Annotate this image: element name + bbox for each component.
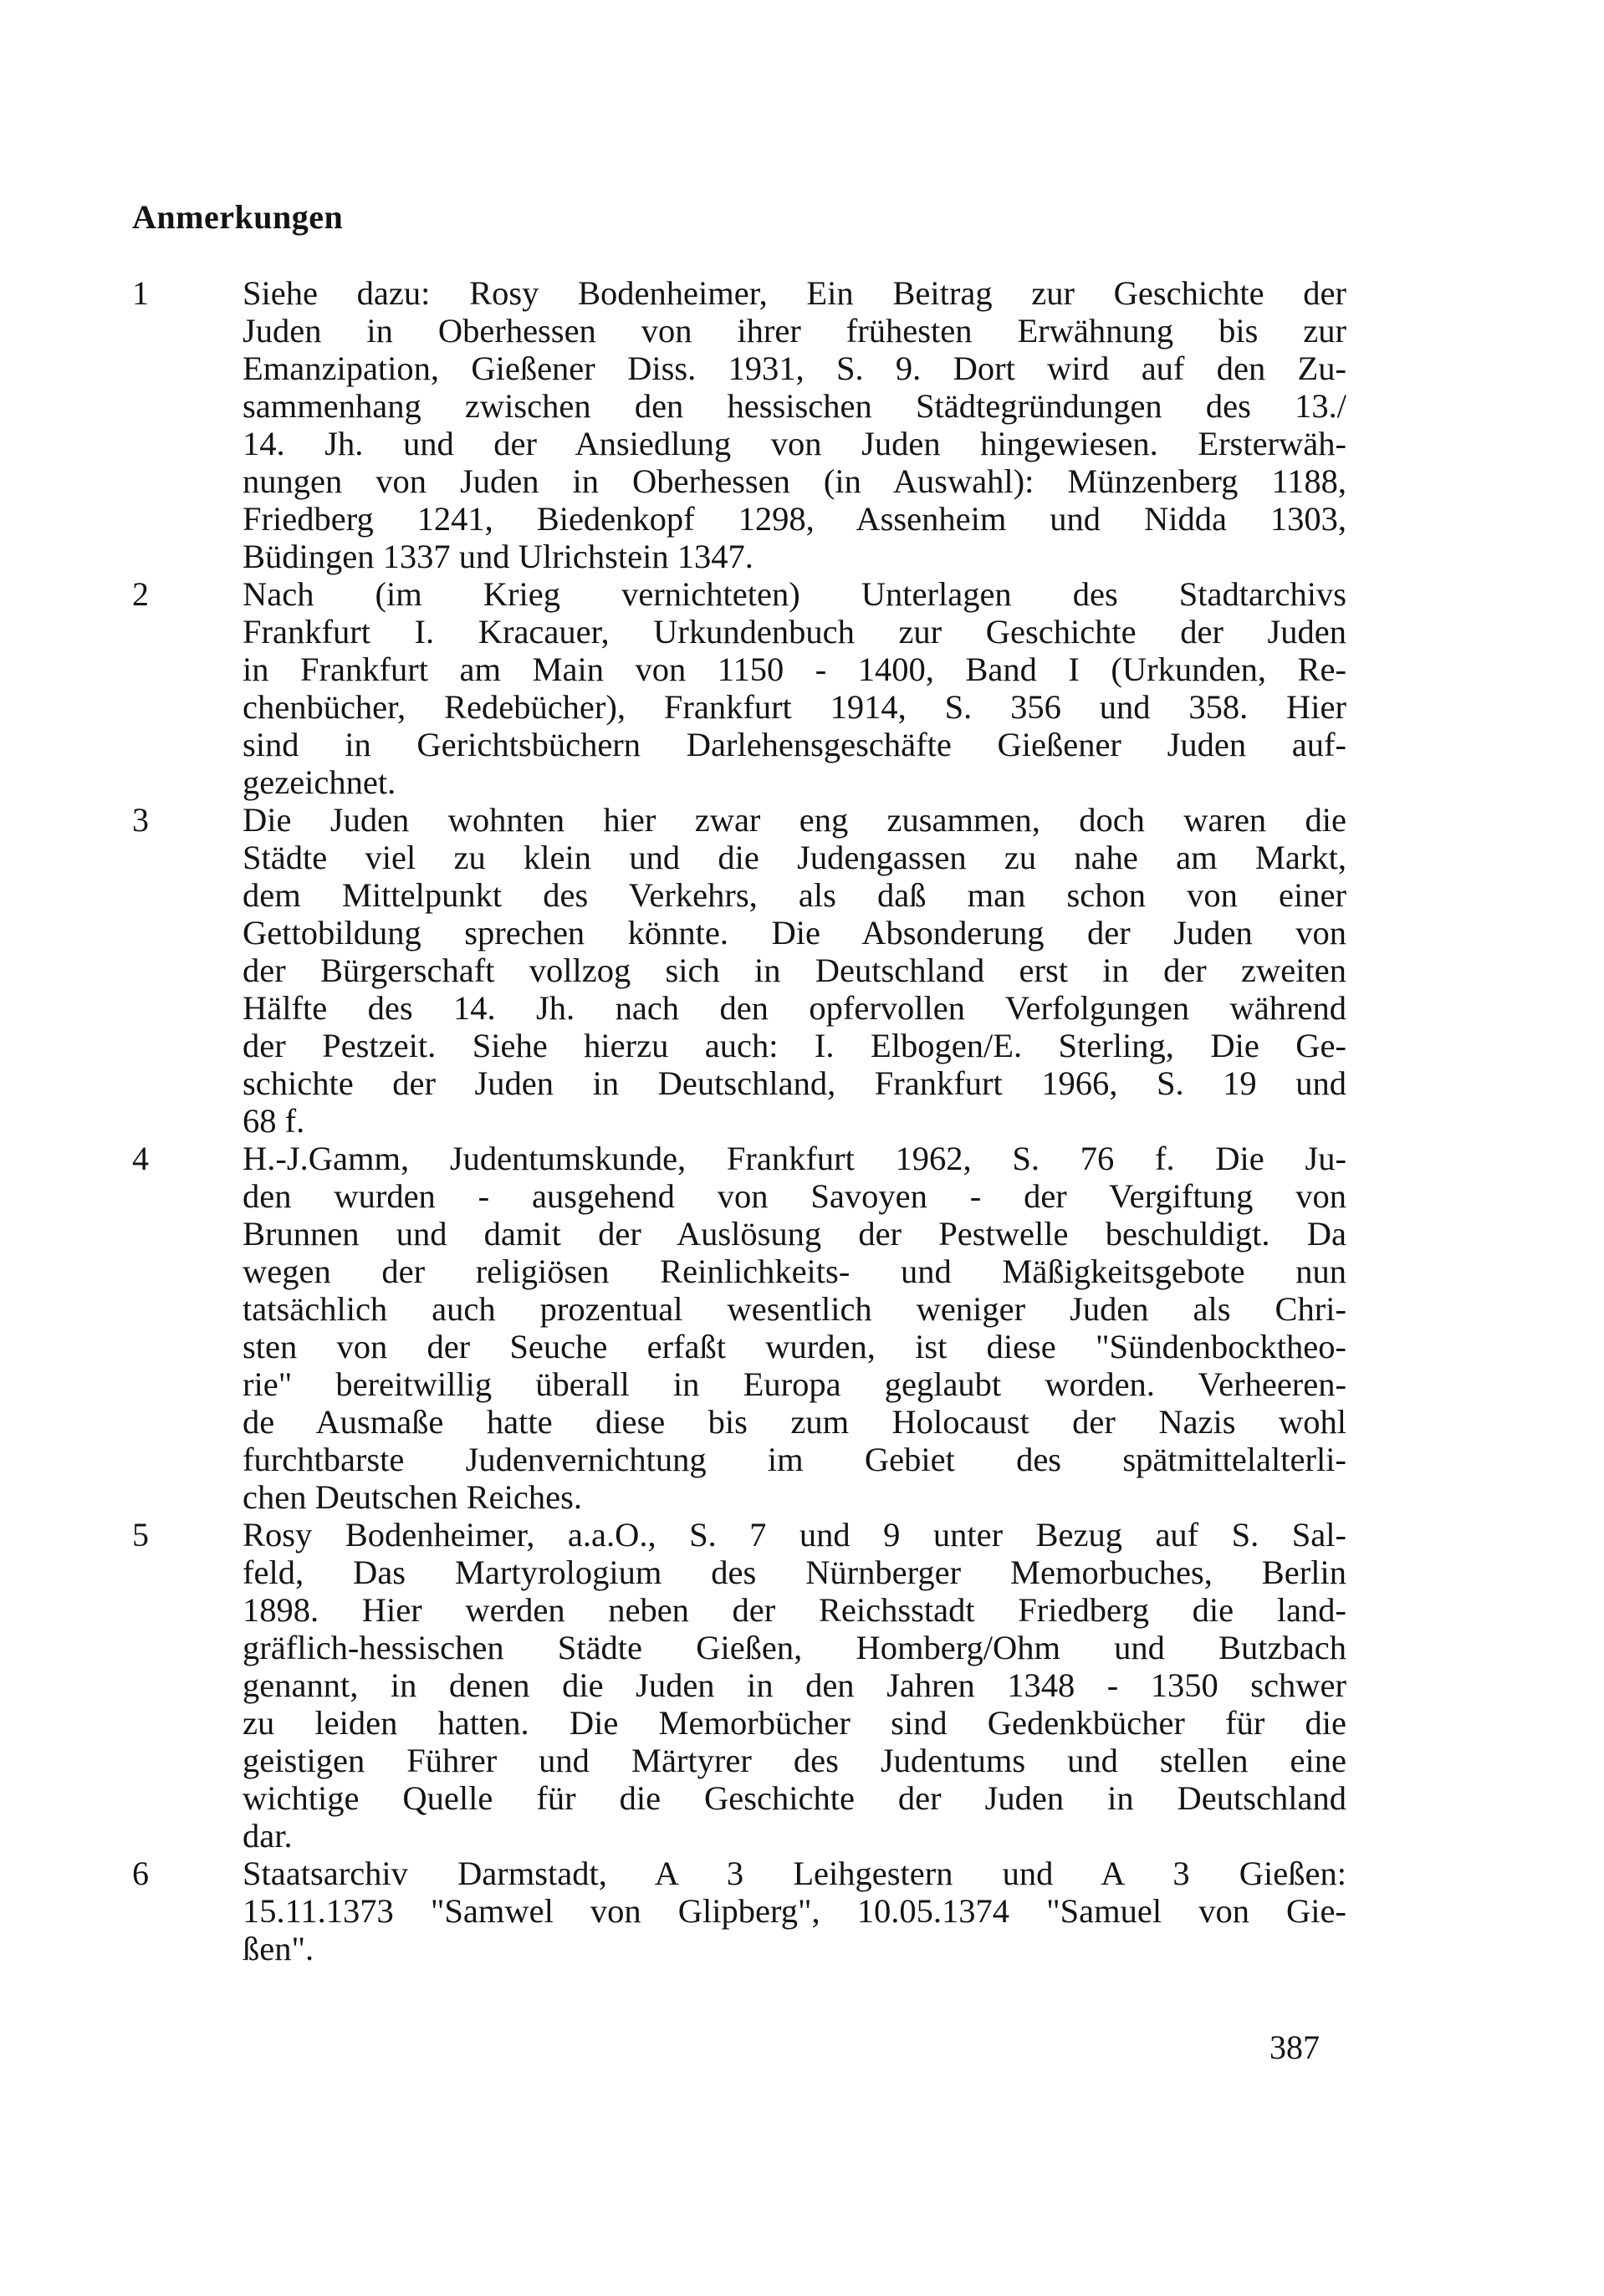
page-number: 387	[1269, 2028, 1320, 2066]
text-line: ßen".	[243, 1930, 314, 1967]
text-line: der Bürgerschaft vollzog sich in Deutschland erst in der zweiten	[243, 952, 1346, 989]
text-line: Büdingen 1337 und Ulrichstein 1347.	[243, 538, 753, 575]
text-line: de Ausmaße hatte diese bis zum Holocaust der Nazis wohl	[243, 1403, 1346, 1441]
text-line: in Frankfurt am Main von 1150 - 1400, Band I (Urkunden, Re-	[243, 651, 1346, 688]
text-line: genannt, in denen die Juden in den Jahren 1348 - 1350 schwer	[243, 1666, 1346, 1704]
text-line: nungen von Juden in Oberhessen (in Auswahl): Münzenberg 1188,	[243, 462, 1346, 500]
endnote	[132, 575, 1346, 801]
text-line: schichte der Juden in Deutschland, Frankfurt 1966, S. 19 und	[243, 1064, 1346, 1102]
text-line: feld, Das Martyrologium des Nürnberger Memorbuches, Berlin	[243, 1554, 1346, 1591]
text-line: Siehe dazu: Rosy Bodenheimer, Ein Beitrag zur Geschichte der	[243, 274, 1346, 312]
text-line: dar.	[243, 1817, 293, 1855]
text-line: wegen der religiösen Reinlichkeits- und Mäßigkeitsgebote nun	[243, 1253, 1346, 1290]
text-line: 15.11.1373 "Samwel von Glipberg", 10.05.1374 "Samuel von Gie-	[243, 1892, 1346, 1930]
text-line: wichtige Quelle für die Geschichte der Juden in Deutschland	[243, 1779, 1346, 1817]
text-line: Städte viel zu klein und die Judengassen zu nahe am Markt,	[243, 839, 1346, 876]
endnote-text	[243, 801, 1346, 1140]
endnote-number: 2	[132, 575, 149, 613]
text-line: sind in Gerichtsbüchern Darlehensgeschäfte Gießener Juden auf-	[243, 726, 1346, 763]
text-line: Hälfte des 14. Jh. nach den opfervollen Verfolgungen während	[243, 989, 1346, 1027]
text-line: Friedberg 1241, Biedenkopf 1298, Assenheim und Nidda 1303,	[243, 500, 1346, 538]
text-line: rie" bereitwillig überall in Europa geglaubt worden. Verheeren-	[243, 1365, 1346, 1403]
text-line: dem Mittelpunkt des Verkehrs, als daß man schon von einer	[243, 876, 1346, 914]
text-line: furchtbarste Judenvernichtung im Gebiet des spätmittelalterli-	[243, 1441, 1346, 1478]
endnote-number: 5	[132, 1516, 149, 1554]
text-line: Nach (im Krieg vernichteten) Unterlagen des Stadtarchivs	[243, 575, 1346, 613]
text-line: 1898. Hier werden neben der Reichsstadt Friedberg die land-	[243, 1591, 1346, 1629]
endnote-text	[243, 1516, 1346, 1855]
text-line: 68 f.	[243, 1102, 305, 1140]
text-line: Staatsarchiv Darmstadt, A 3 Leihgestern und A 3 Gießen:	[243, 1855, 1346, 1892]
endnote	[132, 1140, 1346, 1516]
endnote	[132, 274, 1346, 575]
text-line: Frankfurt I. Kracauer, Urkundenbuch zur Geschichte der Juden	[243, 613, 1346, 651]
text-line: tatsächlich auch prozentual wesentlich weniger Juden als Chri-	[243, 1290, 1346, 1328]
text-line: Rosy Bodenheimer, a.a.O., S. 7 und 9 unter Bezug auf S. Sal-	[243, 1516, 1346, 1554]
text-line: Brunnen und damit der Auslösung der Pestwelle beschuldigt. Da	[243, 1215, 1346, 1253]
endnote	[132, 801, 1346, 1140]
text-line: gezeichnet.	[243, 763, 396, 801]
endnote-text	[243, 575, 1346, 801]
text-line: gräflich-hessischen Städte Gießen, Homberg/Ohm und Butzbach	[243, 1629, 1346, 1666]
endnotes-list	[132, 274, 1346, 1967]
section-heading: Anmerkungen	[132, 198, 344, 236]
text-line: geistigen Führer und Märtyrer des Judentums und stellen eine	[243, 1742, 1346, 1779]
text-line: den wurden - ausgehend von Savoyen - der Vergiftung von	[243, 1177, 1346, 1215]
text-line: zu leiden hatten. Die Memorbücher sind Gedenkbücher für die	[243, 1704, 1346, 1742]
endnote	[132, 1516, 1346, 1855]
text-line: Gettobildung sprechen könnte. Die Absonderung der Juden von	[243, 914, 1346, 952]
endnote	[132, 1855, 1346, 1967]
text-line: 14. Jh. und der Ansiedlung von Juden hingewiesen. Ersterwäh-	[243, 425, 1346, 462]
text-line: der Pestzeit. Siehe hierzu auch: I. Elbogen/E. Sterling, Die Ge-	[243, 1027, 1346, 1064]
text-line: sten von der Seuche erfaßt wurden, ist diese "Sündenbocktheo-	[243, 1328, 1346, 1365]
text-line: Emanzipation, Gießener Diss. 1931, S. 9. Dort wird auf den Zu-	[243, 350, 1346, 387]
text-line: sammenhang zwischen den hessischen Städtegründungen des 13./	[243, 387, 1346, 425]
text-line: chenbücher, Redebücher), Frankfurt 1914, S. 356 und 358. Hier	[243, 688, 1346, 726]
endnote-number: 3	[132, 801, 149, 839]
endnote-text	[243, 274, 1346, 575]
text-line: H.-J.Gamm, Judentumskunde, Frankfurt 1962, S. 76 f. Die Ju-	[243, 1140, 1346, 1177]
endnote-text	[243, 1855, 1346, 1967]
endnote-number: 6	[132, 1855, 149, 1892]
text-line: chen Deutschen Reiches.	[243, 1478, 582, 1516]
text-line: Juden in Oberhessen von ihrer frühesten Erwähnung bis zur	[243, 312, 1346, 350]
endnote-number: 1	[132, 274, 149, 312]
text-line: Die Juden wohnten hier zwar eng zusammen, doch waren die	[243, 801, 1346, 839]
endnote-number: 4	[132, 1140, 149, 1177]
endnote-text	[243, 1140, 1346, 1516]
